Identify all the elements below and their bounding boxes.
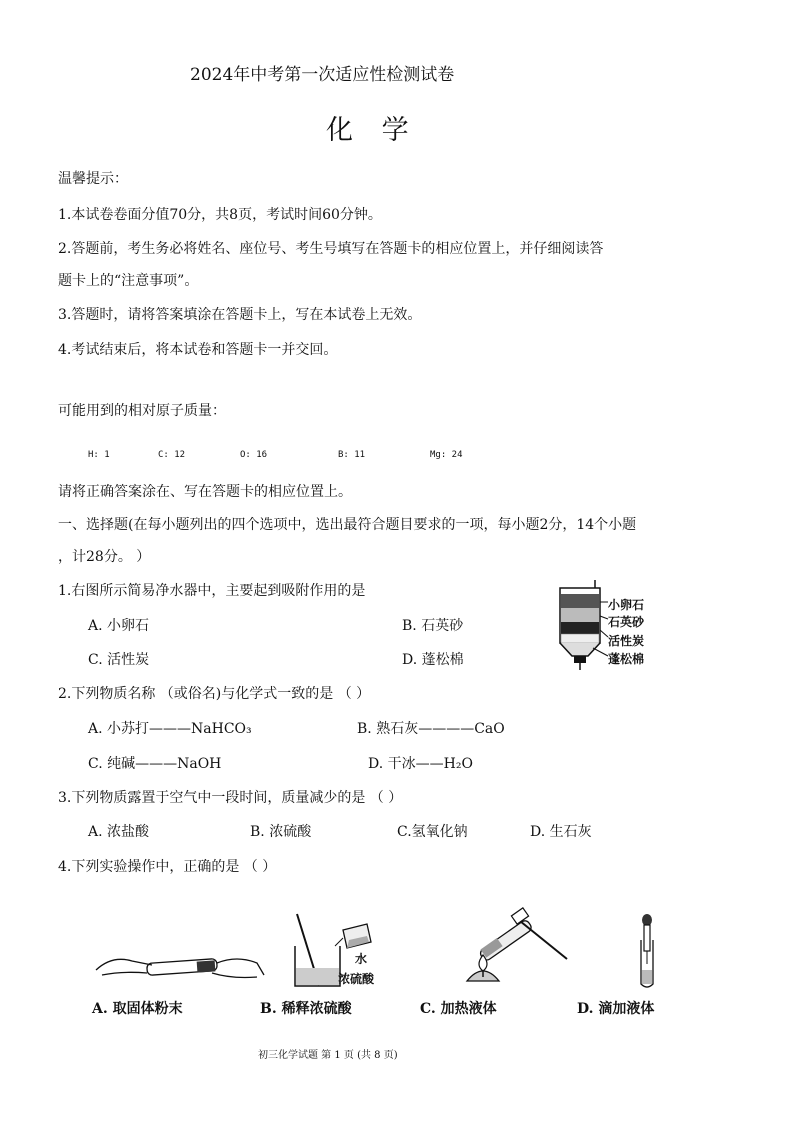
q2-option-a[interactable]: A. 小苏打———NaHCO₃ <box>88 721 252 737</box>
heating-liquid-figure <box>455 905 575 990</box>
notice-item: 3.答题时，请将答案填涂在答题卡上，写在本试卷上无效。 <box>58 307 422 323</box>
q3-option-a[interactable]: A. 浓盐酸 <box>88 824 150 840</box>
atomic-mass-value: B: 11 <box>338 450 366 460</box>
filter-label-quartz-sand: 石英砂 <box>608 615 645 629</box>
water-filter-figure <box>545 578 665 673</box>
notice-item: 1.本试卷卷面分值70分，共8页，考试时间60分钟。 <box>58 207 382 223</box>
q4-caption-a[interactable]: A. 取固体粉末 <box>92 1001 183 1017</box>
atomic-mass-value: O: 16 <box>240 450 268 460</box>
q4-caption-b[interactable]: B. 稀释浓硫酸 <box>260 1001 352 1017</box>
q1-option-d[interactable]: D. 蓬松棉 <box>402 652 464 668</box>
atomic-mass-value: H: 1 <box>88 450 110 460</box>
notice-item: 4.考试结束后，将本试卷和答题卡一并交回。 <box>58 342 338 358</box>
page-footer: 初三化学试题 第 1 页 (共 8 页) <box>258 1050 398 1061</box>
q4-caption-c[interactable]: C. 加热液体 <box>420 1001 497 1017</box>
q1-option-b[interactable]: B. 石英砂 <box>402 618 464 634</box>
notice-item: 2.答题前，考生务必将姓名、座位号、考生号填写在答题卡的相应位置上，并仔细阅读答 <box>58 241 604 257</box>
answer-instruction: 请将正确答案涂在、写在答题卡的相应位置上。 <box>58 484 352 500</box>
q2-option-b[interactable]: B. 熟石灰————CaO <box>357 721 505 737</box>
question-3-stem: 3.下列物质露置于空气中一段时间，质量减少的是 （ ） <box>58 790 403 806</box>
label-conc-sulfuric-acid: 浓硫酸 <box>338 972 375 986</box>
q3-option-c[interactable]: C.氢氧化钠 <box>397 824 468 840</box>
q3-option-b[interactable]: B. 浓硫酸 <box>250 824 312 840</box>
question-1-stem: 1.右图所示简易净水器中，主要起到吸附作用的是 <box>58 583 366 599</box>
question-2-stem: 2.下列物质名称 （或俗名)与化学式一致的是 （ ） <box>58 686 371 702</box>
subject-title: 化 学 <box>326 115 419 146</box>
filter-label-cotton: 蓬松棉 <box>608 652 645 666</box>
section-heading: 一、选择题(在每小题列出的四个选项中，选出最符合题目要求的一项，每小题2分，14个小题 <box>58 517 637 533</box>
filter-label-pebbles: 小卵石 <box>608 598 645 612</box>
question-4-stem: 4.下列实验操作中，正确的是 （ ） <box>58 859 277 875</box>
notice-item: 题卡上的“注意事项”。 <box>58 273 199 289</box>
q2-option-c[interactable]: C. 纯碱———NaOH <box>88 756 222 772</box>
notice-heading: 温馨提示： <box>58 171 128 187</box>
q1-option-c[interactable]: C. 活性炭 <box>88 652 150 668</box>
section-heading-cont: ，计28分。 ） <box>58 549 151 565</box>
atomic-mass-heading: 可能用到的相对原子质量： <box>58 403 226 419</box>
label-water: 水 <box>355 952 368 966</box>
q1-option-a[interactable]: A. 小卵石 <box>88 618 150 634</box>
filter-label-activated-carbon: 活性炭 <box>608 634 645 648</box>
q3-option-d[interactable]: D. 生石灰 <box>530 824 592 840</box>
exam-title: 2024年中考第一次适应性检测试卷 <box>190 65 455 85</box>
q4-caption-d[interactable]: D. 滴加液体 <box>577 1001 655 1017</box>
powder-transfer-figure <box>92 935 267 990</box>
q2-option-d[interactable]: D. 干冰——H₂O <box>368 756 473 772</box>
dropper-figure <box>625 912 665 992</box>
atomic-mass-value: Mg: 24 <box>430 450 463 460</box>
atomic-mass-value: C: 12 <box>158 450 186 460</box>
